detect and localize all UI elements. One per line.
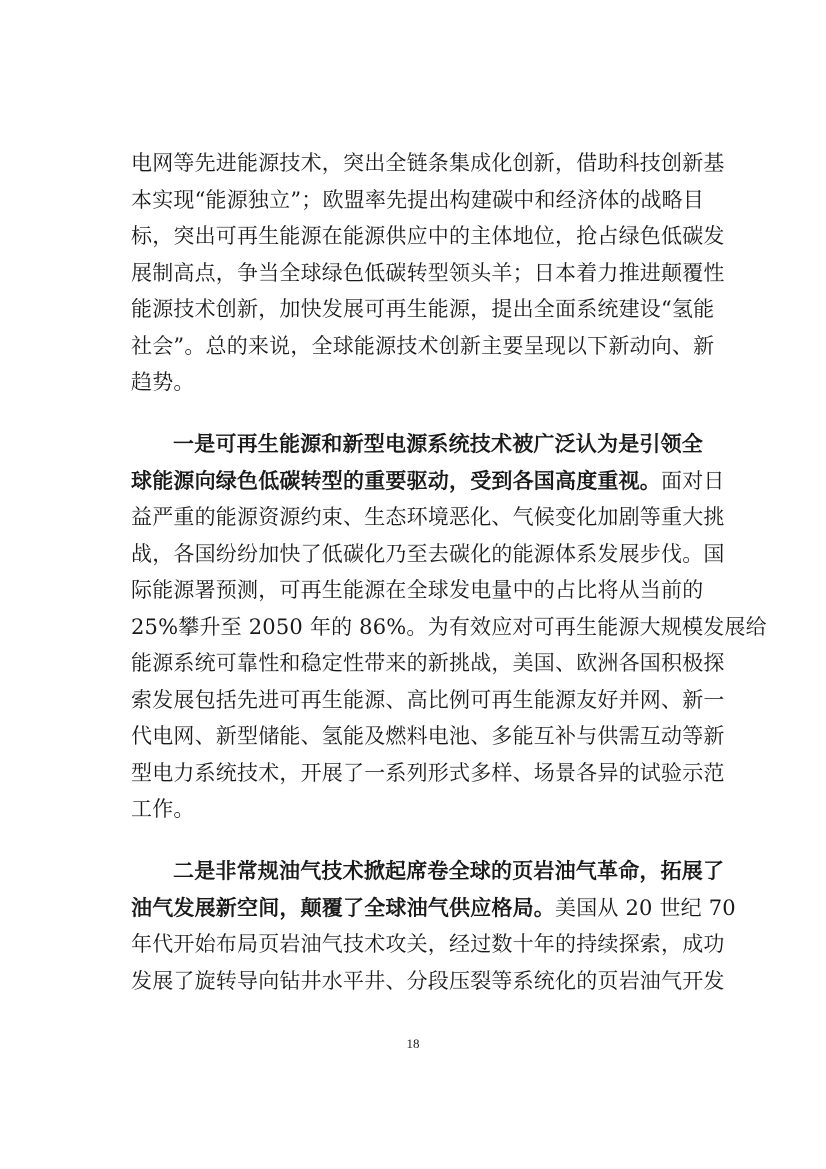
text-line: 电网等先进能源技术，突出全链条集成化创新，借助科技创新基 [131,151,725,175]
text-line: 际能源署预测，可再生能源在全球发电量中的占比将从当前的 [131,578,704,602]
text-line: 代电网、新型储能、氢能及燃料电池、多能互补与供需互动等新 [131,724,725,748]
text-line: 工作。 [131,797,195,821]
text-line: 本实现“能源独立”；欧盟率先提出构建碳中和经济体的战略目 [131,187,705,212]
text-line: 标，突出可再生能源在能源供应中的主体地位，抢占绿色低碳发 [131,224,725,248]
text-line: 社会”。总的来说，全球能源技术创新主要呈现以下新动向、新 [131,333,715,358]
text-line [131,463,725,500]
paragraph-renewable-energy [131,426,767,828]
text-line: 益严重的能源资源约束、生态环境恶化、气候变化加剧等重大挑 [131,505,725,529]
text-line: 能源系统可靠性和稳定性带来的新挑战，美国、欧洲各国积极探 [131,651,725,675]
lead-sentence-line: 一是可再生能源和新型电源系统技术被广泛认为是引领全 [173,431,703,456]
text-fragment: 美国从 20 世纪 70 [555,895,736,920]
text-line: 趋势。 [131,370,195,394]
text-line: 展制高点，争当全球绿色低碳转型领头羊；日本着力推进颠覆性 [131,260,725,285]
text-line: 索发展包括先进可再生能源、高比例可再生能源友好并网、新一 [131,687,725,712]
text-line: 战，各国纷纷加快了低碳化乃至去碳化的能源体系发展步伐。国 [131,541,725,566]
lead-sentence-line: 二是非常规油气技术掀起席卷全球的页岩油气革命，拓展了 [173,858,725,883]
text-line: 年代开始布局页岩油气技术攻关，经过数十年的持续探索，成功 [131,932,725,956]
text-line: 能源技术创新，加快发展可再生能源，提出全面系统建设“氢能 [131,297,715,321]
paragraph-energy-strategies [131,145,725,401]
page-number: 18 [406,1036,420,1051]
text-line [131,890,736,927]
text-line: 25%攀升至 2050 年的 86%。为有效应对可再生能源大规模发展给 [131,614,767,639]
paragraph-unconventional-oil-gas [131,853,736,999]
lead-sentence-tail: 油气发展新空间，颠覆了全球油气供应格局。 [131,894,555,920]
lead-sentence-tail: 球能源向绿色低碳转型的重要驱动，受到各国高度重视。 [131,467,661,493]
text-line: 型电力系统技术，开展了一系列形式多样、场景各异的试验示范 [131,760,725,785]
text-line: 发展了旋转导向钻井水平井、分段压裂等系统化的页岩油气开发 [131,968,725,993]
text-fragment: 面对日 [661,468,725,493]
